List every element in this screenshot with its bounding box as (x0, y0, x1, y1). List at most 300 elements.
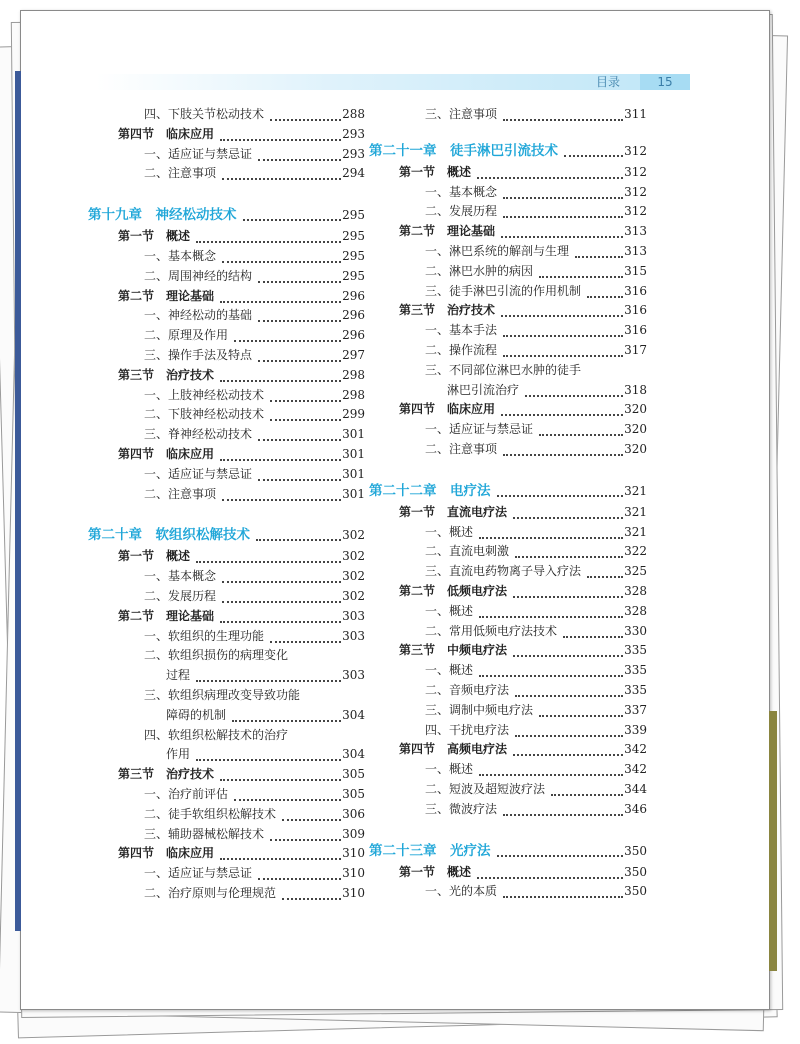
toc-subsection-entry[interactable] (88, 825, 365, 845)
page-number: 15 (640, 74, 690, 90)
toc-entry-title: 第一节 直流电疗法 (399, 504, 508, 519)
toc-entry-title: 一、上肢神经松动技术 (144, 387, 265, 402)
toc-subsection-continuation[interactable] (88, 666, 365, 686)
leader-dots (243, 217, 342, 221)
toc-entry-title: 过程 (166, 668, 191, 683)
toc-entry-title: 二、原理及作用 (144, 328, 229, 343)
toc-subsection-entry[interactable] (88, 346, 365, 366)
leader-dots (513, 594, 623, 598)
toc-entry-title: 二、注意事项 (425, 441, 498, 456)
leader-dots (479, 535, 623, 539)
toc-page-number: 302 (341, 523, 365, 547)
toc-page-number: 335 (623, 641, 647, 661)
toc-section-entry[interactable] (88, 844, 365, 864)
leader-dots (503, 812, 623, 816)
toc-page-number: 342 (623, 760, 647, 780)
leader-dots (587, 574, 623, 578)
leader-dots (222, 259, 341, 263)
toc-page-number: 305 (341, 765, 365, 785)
toc-entry-title: 三、软组织病理改变导致功能 (144, 687, 301, 702)
toc-subsection-entry[interactable] (88, 686, 365, 706)
toc-page-number: 309 (341, 825, 365, 845)
toc-entry-title: 第十九章 神经松动技术 (88, 207, 237, 224)
toc-entry-title: 第二节 理论基础 (118, 288, 215, 303)
toc-entry-title: 第一节 概述 (118, 229, 191, 244)
toc-page-number: 346 (623, 800, 647, 820)
leader-dots (270, 639, 341, 643)
toc-page-number: 288 (341, 105, 365, 125)
toc-section-entry[interactable] (88, 227, 365, 247)
leader-dots (513, 752, 623, 756)
toc-page-number: 316 (623, 321, 647, 341)
leader-dots (222, 176, 341, 180)
toc-page-number: 296 (341, 287, 365, 307)
leader-dots (539, 432, 623, 436)
leader-dots (258, 318, 341, 322)
leader-dots (220, 457, 341, 461)
leader-dots (539, 713, 623, 717)
leader-dots (258, 477, 341, 481)
leader-dots (503, 353, 623, 357)
toc-subsection-entry[interactable] (369, 183, 647, 203)
toc-entry-title: 一、概述 (425, 663, 474, 678)
toc-entry-title: 第四节 临床应用 (118, 846, 215, 861)
toc-subsection-entry[interactable] (88, 105, 365, 125)
leader-dots (258, 157, 341, 161)
toc-chapter-entry[interactable] (88, 203, 365, 227)
toc-page-number: 304 (341, 706, 365, 726)
toc-page-number: 328 (623, 582, 647, 602)
toc-subsection-entry[interactable] (88, 465, 365, 485)
toc-page-number: 296 (341, 306, 365, 326)
leader-dots (515, 554, 623, 558)
leader-dots (258, 358, 341, 362)
toc-page-number: 320 (623, 420, 647, 440)
toc-page-number: 318 (623, 381, 647, 401)
leader-dots (479, 614, 623, 618)
toc-subsection-entry[interactable] (369, 105, 647, 125)
leader-dots (270, 417, 341, 421)
toc-page-number: 322 (623, 542, 647, 562)
book-cover-edge (15, 71, 21, 931)
toc-entry-title: 三、徒手淋巴引流的作用机制 (425, 283, 582, 298)
toc-subsection-entry[interactable] (88, 267, 365, 287)
toc-subsection-entry[interactable] (88, 485, 365, 505)
toc-entry-title: 一、适应证与禁忌证 (425, 422, 534, 437)
toc-page-number: 312 (623, 202, 647, 222)
toc-entry-title: 第二节 理论基础 (118, 608, 215, 623)
toc-subsection-entry[interactable] (88, 627, 365, 647)
toc-page-number: 312 (623, 139, 647, 163)
toc-section-entry[interactable] (369, 222, 647, 242)
toc-subsection-entry[interactable] (88, 646, 365, 666)
leader-dots (232, 718, 341, 722)
toc-subsection-entry[interactable] (88, 726, 365, 746)
leader-dots (196, 678, 341, 682)
toc-section-entry[interactable] (88, 445, 365, 465)
toc-spacer (369, 820, 647, 839)
toc-entry-title: 第二十章 软组织松解技术 (88, 527, 250, 544)
leader-dots (479, 772, 623, 776)
toc-subsection-entry[interactable] (369, 721, 647, 741)
toc-entry-title: 二、周围神经的结构 (144, 268, 253, 283)
toc-page-number: 301 (341, 485, 365, 505)
leader-dots (222, 599, 341, 603)
leader-dots (501, 313, 623, 317)
leader-dots (220, 299, 341, 303)
toc-subsection-entry[interactable] (369, 622, 647, 642)
leader-dots (196, 239, 341, 243)
toc-subsection-entry[interactable] (369, 760, 647, 780)
toc-page-number: 312 (623, 163, 647, 183)
leader-dots (234, 338, 341, 342)
toc-page-number: 310 (341, 884, 365, 904)
toc-entry-title: 第四节 高频电疗法 (399, 742, 508, 757)
leader-dots (503, 214, 623, 218)
toc-entry-title: 二、直流电刺激 (425, 544, 510, 559)
toc-subsection-entry[interactable] (369, 420, 647, 440)
leader-dots (222, 497, 341, 501)
toc-spacer (369, 125, 647, 139)
leader-dots (497, 493, 624, 497)
toc-page-number: 330 (623, 622, 647, 642)
book-cover-edge (769, 711, 777, 971)
leader-dots (515, 693, 623, 697)
toc-entry-title: 三、注意事项 (425, 107, 498, 121)
toc-subsection-entry[interactable] (369, 321, 647, 341)
toc-subsection-entry[interactable] (369, 800, 647, 820)
toc-page-number: 295 (341, 267, 365, 287)
toc-entry-title: 一、概述 (425, 524, 474, 539)
leader-dots (539, 274, 623, 278)
toc-subsection-entry[interactable] (88, 805, 365, 825)
toc-entry-title: 二、发展历程 (144, 588, 217, 603)
toc-page-number: 310 (341, 864, 365, 884)
toc-subsection-entry[interactable] (369, 282, 647, 302)
toc-page-number: 328 (623, 602, 647, 622)
toc-entry-title: 第四节 临床应用 (118, 126, 215, 141)
leader-dots (501, 234, 623, 238)
toc-entry-title: 一、概述 (425, 603, 474, 618)
toc-entry-title: 第三节 中频电疗法 (399, 643, 508, 658)
leader-dots (503, 195, 623, 199)
toc-page-number: 301 (341, 465, 365, 485)
toc-subsection-entry[interactable] (88, 306, 365, 326)
toc-page-number: 301 (341, 425, 365, 445)
toc-page-number: 293 (341, 145, 365, 165)
toc-entry-title: 第四节 临床应用 (118, 446, 215, 461)
toc-entry-title: 三、操作手法及特点 (144, 347, 253, 362)
toc-chapter-entry[interactable] (88, 523, 365, 547)
toc-entry-title: 第一节 概述 (399, 164, 472, 179)
toc-subsection-entry[interactable] (369, 202, 647, 222)
leader-dots (270, 398, 341, 402)
toc-section-entry[interactable] (88, 287, 365, 307)
toc-page-number: 303 (341, 627, 365, 647)
toc-entry-title: 三、辅助器械松解技术 (144, 826, 265, 841)
toc-subsection-entry[interactable] (369, 602, 647, 622)
toc-page-number: 301 (341, 445, 365, 465)
toc-subsection-entry[interactable] (88, 247, 365, 267)
toc-page-number: 310 (341, 844, 365, 864)
toc-page-number: 311 (623, 105, 647, 125)
toc-section-entry[interactable] (369, 400, 647, 420)
toc-subsection-entry[interactable] (369, 262, 647, 282)
toc-entry-title: 第四节 临床应用 (399, 402, 496, 417)
leader-dots (551, 792, 623, 796)
leader-dots (256, 537, 341, 541)
leader-dots (258, 279, 341, 283)
toc-entry-title: 第二十二章 电疗法 (369, 482, 491, 499)
toc-spacer (369, 460, 647, 479)
toc-entry-title: 第三节 治疗技术 (118, 767, 215, 782)
leader-dots (282, 817, 341, 821)
toc-entry-title: 一、基本概念 (425, 184, 498, 199)
leader-dots (222, 579, 341, 583)
toc-page-number: 296 (341, 326, 365, 346)
leader-dots (513, 653, 623, 657)
toc-page-number: 316 (623, 282, 647, 302)
toc-page-number: 297 (341, 346, 365, 366)
toc-entry-title: 二、音频电疗法 (425, 682, 510, 697)
toc-page-number: 344 (623, 780, 647, 800)
toc-chapter-entry[interactable] (369, 479, 647, 503)
toc-page-number: 350 (623, 839, 647, 863)
toc-entry-title: 四、下肢关节松动技术 (144, 107, 265, 121)
toc-spacer (88, 504, 365, 523)
leader-dots (220, 777, 341, 781)
leader-dots (513, 515, 623, 519)
toc-page-number: 316 (623, 301, 647, 321)
leader-dots (220, 137, 341, 141)
toc-entry-title: 二、注意事项 (144, 166, 217, 181)
toc-section-entry[interactable] (88, 765, 365, 785)
toc-page-number: 339 (623, 721, 647, 741)
toc-entry-title: 四、干扰电疗法 (425, 722, 510, 737)
toc-page-number: 325 (623, 562, 647, 582)
leader-dots (258, 876, 341, 880)
toc-chapter-entry[interactable] (369, 139, 647, 163)
toc-section-entry[interactable] (88, 547, 365, 567)
leader-dots (220, 619, 341, 623)
toc-page-number: 302 (341, 587, 365, 607)
toc-page-number: 304 (341, 745, 365, 765)
toc-entry-title: 一、淋巴系统的解剖与生理 (425, 243, 570, 258)
toc-page-number: 295 (341, 227, 365, 247)
toc-subsection-entry[interactable] (88, 884, 365, 904)
toc-entry-title: 一、光的本质 (425, 884, 498, 899)
toc-entry-title: 二、软组织损伤的病理变化 (144, 648, 289, 663)
toc-entry-title: 四、软组织松解技术的治疗 (144, 727, 289, 742)
toc-subsection-continuation[interactable] (88, 745, 365, 765)
toc-entry-title: 障碍的机制 (166, 707, 227, 722)
toc-page-number: 302 (341, 567, 365, 587)
leader-dots (270, 117, 341, 121)
toc-page-number: 350 (623, 882, 647, 902)
toc-subsection-entry[interactable] (369, 440, 647, 460)
toc-entry-title: 淋巴引流治疗 (447, 382, 520, 397)
toc-page-number: 302 (341, 547, 365, 567)
toc-subsection-entry[interactable] (369, 542, 647, 562)
toc-section-entry[interactable] (88, 366, 365, 386)
toc-page-number: 350 (623, 863, 647, 883)
toc-entry-title: 第三节 治疗技术 (399, 303, 496, 318)
toc-page-number: 295 (341, 247, 365, 267)
toc-page-number: 320 (623, 440, 647, 460)
leader-dots (479, 673, 623, 677)
toc-entry-title: 一、适应证与禁忌证 (144, 866, 253, 881)
toc-entry-title: 三、调制中频电疗法 (425, 702, 534, 717)
toc-entry-title: 第二节 理论基础 (399, 224, 496, 239)
toc-page-number: 315 (623, 262, 647, 282)
toc-entry-title: 二、操作流程 (425, 342, 498, 357)
toc-page-number: 298 (341, 366, 365, 386)
toc-entry-title: 二、常用低频电疗法技术 (425, 623, 558, 638)
toc-entry-title: 三、脊神经松动技术 (144, 427, 253, 442)
leader-dots (270, 837, 341, 841)
toc-section-entry[interactable] (369, 641, 647, 661)
toc-entry-title: 二、徒手软组织松解技术 (144, 806, 277, 821)
toc-section-entry[interactable] (369, 301, 647, 321)
toc-section-entry[interactable] (369, 503, 647, 523)
toc-subsection-entry[interactable] (369, 701, 647, 721)
toc-page-number: 295 (341, 203, 365, 227)
leader-dots (477, 175, 623, 179)
toc-entry-title: 一、治疗前评估 (144, 786, 229, 801)
toc-subsection-entry[interactable] (88, 386, 365, 406)
leader-dots (525, 393, 623, 397)
toc-subsection-entry[interactable] (88, 864, 365, 884)
toc-subsection-entry[interactable] (369, 341, 647, 361)
toc-entry-title: 第一节 概述 (118, 549, 191, 564)
toc-page-number: 335 (623, 661, 647, 681)
toc-subsection-entry[interactable] (88, 587, 365, 607)
toc-subsection-entry[interactable] (369, 562, 647, 582)
toc-page-number: 298 (341, 386, 365, 406)
toc-entry-title: 二、下肢神经松动技术 (144, 407, 265, 422)
leader-dots (220, 378, 341, 382)
toc-page-number: 337 (623, 701, 647, 721)
toc-entry-title: 第二十一章 徒手淋巴引流技术 (369, 142, 558, 159)
toc-page-number: 306 (341, 805, 365, 825)
toc-page-number: 321 (623, 503, 647, 523)
running-header-label: 目录 (596, 75, 621, 89)
toc-entry-title: 一、神经松动的基础 (144, 308, 253, 323)
toc-entry-title: 作用 (166, 747, 191, 762)
leader-dots (503, 452, 623, 456)
leader-dots (220, 856, 341, 860)
toc-page-number: 321 (623, 523, 647, 543)
toc-page-number: 342 (623, 740, 647, 760)
leader-dots (503, 333, 623, 337)
toc-subsection-entry[interactable] (369, 882, 647, 902)
toc-page-number: 312 (623, 183, 647, 203)
leader-dots (563, 634, 623, 638)
toc-left-column (88, 105, 365, 904)
toc-subsection-entry[interactable] (369, 361, 647, 381)
toc-subsection-entry[interactable] (88, 405, 365, 425)
leader-dots (258, 437, 341, 441)
toc-page-number: 320 (623, 400, 647, 420)
toc-subsection-entry[interactable] (88, 326, 365, 346)
toc-entry-title: 一、基本概念 (144, 569, 217, 584)
toc-entry-title: 一、适应证与禁忌证 (144, 146, 253, 161)
leader-dots (515, 733, 623, 737)
toc-entry-title: 二、注意事项 (144, 486, 217, 501)
toc-section-entry[interactable] (88, 607, 365, 627)
toc-entry-title: 三、不同部位淋巴水肿的徒手 (425, 362, 582, 377)
toc-subsection-entry[interactable] (369, 661, 647, 681)
toc-section-entry[interactable] (88, 125, 365, 145)
toc-page-number: 303 (341, 666, 365, 686)
toc-subsection-entry[interactable] (369, 681, 647, 701)
toc-chapter-entry[interactable] (369, 839, 647, 863)
toc-page-number: 305 (341, 785, 365, 805)
toc-subsection-entry[interactable] (88, 567, 365, 587)
toc-entry-title: 一、软组织的生理功能 (144, 628, 265, 643)
leader-dots (564, 153, 623, 157)
toc-spacer (88, 184, 365, 203)
leader-dots (282, 896, 341, 900)
leader-dots (575, 254, 623, 258)
toc-right-column (369, 105, 647, 902)
toc-subsection-entry[interactable] (88, 425, 365, 445)
leader-dots (501, 412, 623, 416)
toc-page-number: 313 (623, 242, 647, 262)
leader-dots (503, 117, 623, 121)
toc-page-number: 299 (341, 405, 365, 425)
leader-dots (196, 559, 341, 563)
toc-entry-title: 二、发展历程 (425, 204, 498, 219)
toc-page-number: 303 (341, 607, 365, 627)
toc-entry-title: 二、短波及超短波疗法 (425, 781, 546, 796)
leader-dots (234, 797, 341, 801)
toc-page-number: 293 (341, 125, 365, 145)
toc-subsection-entry[interactable] (88, 164, 365, 184)
toc-entry-title: 一、基本手法 (425, 323, 498, 338)
leader-dots (477, 875, 623, 879)
toc-entry-title: 二、淋巴水肿的病因 (425, 263, 534, 278)
toc-entry-title: 一、概述 (425, 762, 474, 777)
toc-page-number: 317 (623, 341, 647, 361)
toc-subsection-continuation[interactable] (88, 706, 365, 726)
toc-page-number: 294 (341, 164, 365, 184)
leader-dots (497, 853, 624, 857)
toc-subsection-continuation[interactable] (369, 381, 647, 401)
toc-subsection-entry[interactable] (88, 785, 365, 805)
toc-page-number: 321 (623, 479, 647, 503)
toc-entry-title: 一、适应证与禁忌证 (144, 466, 253, 481)
toc-page-number: 335 (623, 681, 647, 701)
toc-entry-title: 三、直流电药物离子导入疗法 (425, 564, 582, 579)
toc-section-entry[interactable] (369, 163, 647, 183)
toc-section-entry[interactable] (369, 582, 647, 602)
toc-subsection-entry[interactable] (369, 523, 647, 543)
toc-subsection-entry[interactable] (88, 145, 365, 165)
leader-dots (503, 894, 623, 898)
toc-entry-title: 一、基本概念 (144, 248, 217, 263)
leader-dots (587, 294, 623, 298)
toc-section-entry[interactable] (369, 740, 647, 760)
toc-entry-title: 第二十三章 光疗法 (369, 842, 491, 859)
toc-section-entry[interactable] (369, 863, 647, 883)
toc-subsection-entry[interactable] (369, 780, 647, 800)
toc-entry-title: 三、微波疗法 (425, 801, 498, 816)
toc-page-number: 313 (623, 222, 647, 242)
toc-entry-title: 第一节 概述 (399, 864, 472, 879)
toc-subsection-entry[interactable] (369, 242, 647, 262)
toc-entry-title: 第三节 治疗技术 (118, 367, 215, 382)
